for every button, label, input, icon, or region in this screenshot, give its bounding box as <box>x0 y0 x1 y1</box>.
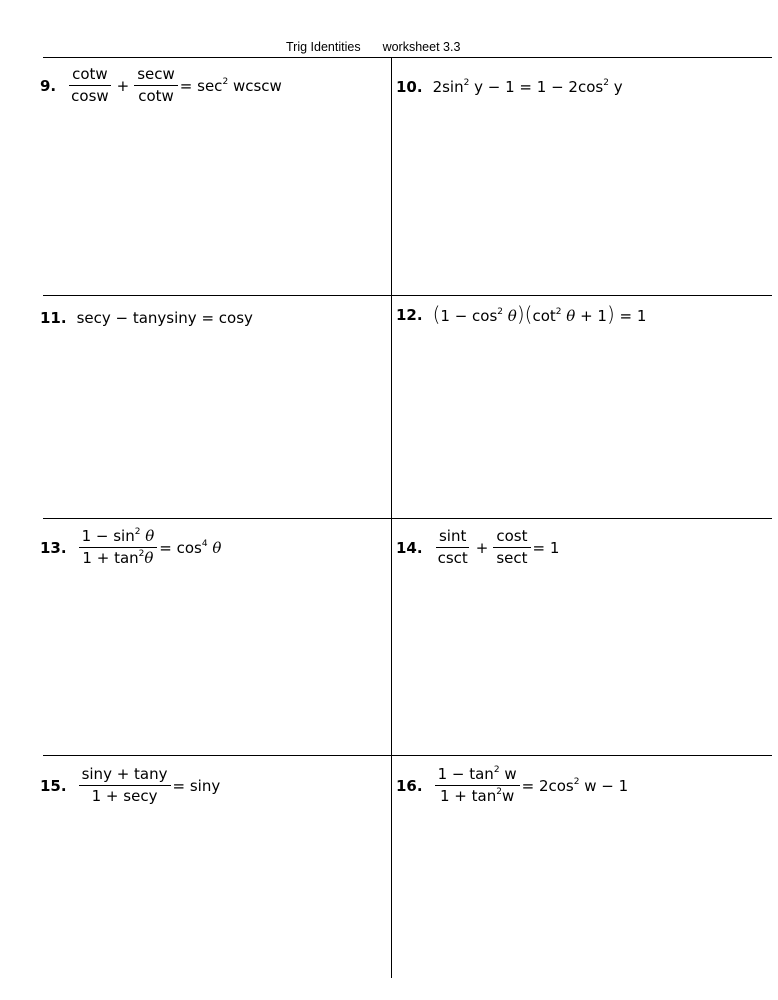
denominator: csct <box>437 549 468 568</box>
numerator: $1 - \tan^2 w$ <box>435 766 520 786</box>
fraction <box>435 766 520 806</box>
numerator: cost <box>493 528 530 548</box>
numerator: siny + tany <box>79 766 171 786</box>
worksheet-subtitle: worksheet 3.3 <box>382 40 461 54</box>
problem-number: 11. <box>40 309 67 327</box>
problem-number: 12. <box>396 305 423 324</box>
fraction <box>79 766 171 806</box>
worksheet-title: Trig Identities <box>286 40 361 54</box>
expression: $(1 - \cos^2 \theta)(\cot^2$ θ + 1) = 1 <box>432 302 647 326</box>
numerator: sint <box>436 528 469 548</box>
problem-14 <box>396 528 559 568</box>
fraction <box>435 528 471 568</box>
grid-line-row2 <box>43 295 772 296</box>
rhs: = $\cos^4 \theta$ <box>159 538 222 557</box>
problem-number: 10. <box>396 78 423 96</box>
problem-number: 13. <box>40 538 67 557</box>
grid-line-row3 <box>43 518 772 519</box>
fraction <box>134 66 178 106</box>
fraction <box>493 528 530 568</box>
expression: $2\sin^2$ $y - 1 = 1 - 2\cos^2$ y <box>432 78 623 96</box>
problem-number: 16. <box>396 776 423 795</box>
denominator: 1 + secy <box>91 787 158 806</box>
rhs: = siny <box>172 776 221 795</box>
problem-number: 15. <box>40 776 67 795</box>
problem-12 <box>396 304 646 325</box>
numerator: secw <box>134 66 178 86</box>
plus-sign: + <box>116 76 130 95</box>
problem-number: 14. <box>396 538 423 557</box>
worksheet-header <box>286 40 460 54</box>
plus-sign: + <box>475 538 489 557</box>
denominator: $1 + \tan^2w$ <box>439 787 515 806</box>
numerator: $1 - \sin^2 \theta$ <box>79 528 158 548</box>
problem-15 <box>40 766 220 806</box>
grid-line-top <box>43 57 772 58</box>
problem-9 <box>40 66 282 106</box>
denominator: cosw <box>71 87 109 106</box>
problem-13 <box>40 528 221 568</box>
rhs: = $\sec^2 wcscw$ <box>179 76 282 95</box>
grid-line-center <box>391 57 392 978</box>
problem-16 <box>396 766 628 806</box>
grid-line-row4 <box>43 755 772 756</box>
denominator: sect <box>496 549 528 568</box>
numerator: cotw <box>69 66 111 86</box>
fraction <box>68 66 112 106</box>
denominator: $1 + \tan^2\theta$ <box>82 549 154 568</box>
problem-10 <box>396 78 623 96</box>
rhs: = $2\cos^2$ w − 1 <box>521 776 629 795</box>
problem-11 <box>40 309 253 327</box>
fraction <box>79 528 158 568</box>
problem-number: 9. <box>40 76 57 95</box>
rhs: = 1 <box>532 538 560 557</box>
denominator: cotw <box>138 87 174 106</box>
expression: secy − tanysiny = cosy <box>76 309 253 327</box>
